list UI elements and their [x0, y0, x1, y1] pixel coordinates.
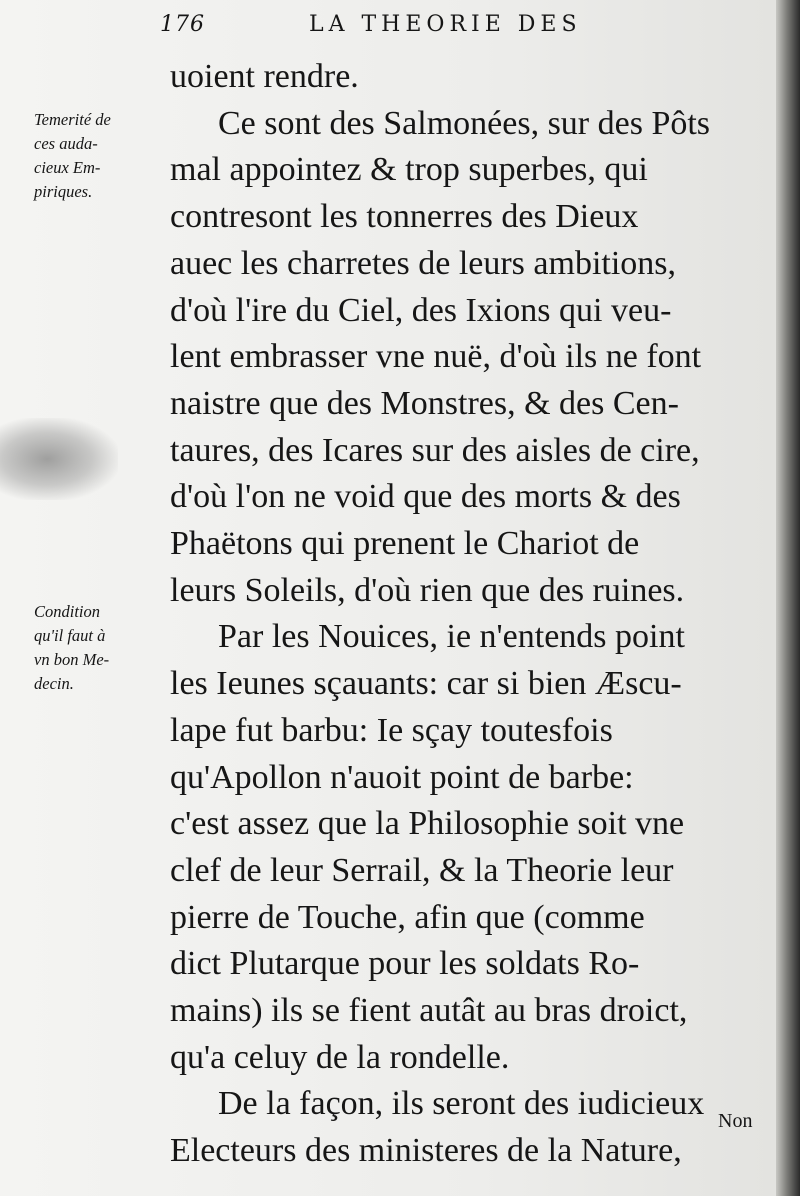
- page-number: 176: [160, 12, 205, 37]
- catchword: Non: [718, 1110, 753, 1132]
- text-line: auec les charretes de leurs ambitions,: [170, 244, 677, 282]
- text-line: Electeurs des ministeres de la Nature,: [170, 1132, 682, 1170]
- text-line: c'est assez que la Philosophie soit vne: [170, 805, 685, 843]
- running-title: LA THEORIE DES: [309, 12, 582, 37]
- text-line: pierre de Touche, afin que (comme: [170, 898, 645, 936]
- text-line: mains) ils se fient autât au bras droict,: [170, 992, 688, 1030]
- text-line: lent embrasser vne nuë, d'où ils ne font: [170, 338, 702, 376]
- paragraph-start-line: De la façon, ils seront des iudicieux: [218, 1085, 705, 1123]
- text-line: clef de leur Serrail, & la Theorie leur: [170, 851, 674, 889]
- margin-note-line: Temerité de: [34, 110, 111, 129]
- margin-note-line: piriques.: [34, 182, 93, 201]
- margin-note-line: cieux Em-: [34, 158, 101, 177]
- margin-note-condition: [34, 600, 109, 696]
- text-line: uoient rendre.: [170, 58, 359, 95]
- margin-note-line: Condition: [34, 602, 101, 621]
- margin-note-line: decin.: [34, 674, 74, 693]
- text-line: dict Plutarque pour les soldats Ro-: [170, 945, 640, 983]
- margin-note-line: vn bon Me-: [34, 650, 110, 669]
- margin-note-temerite: [34, 108, 111, 204]
- text-line: naistre que des Monstres, & des Cen-: [170, 384, 679, 422]
- body-text: [170, 54, 768, 1175]
- text-line: taures, des Icares sur des aisles de cire,: [170, 431, 700, 469]
- text-line: mal appointez & trop superbes, qui: [170, 151, 648, 189]
- text-line: leurs Soleils, d'où rien que des ruines.: [170, 571, 685, 609]
- page-stain: [0, 418, 118, 500]
- text-line: les Ieunes sçauants: car si bien Æscu-: [170, 665, 682, 703]
- text-line: qu'Apollon n'auoit point de barbe:: [170, 758, 634, 796]
- paragraph-start-line: Par les Nouices, ie n'entends point: [218, 618, 685, 656]
- text-line: lape fut barbu: Ie sçay toutesfois: [170, 711, 613, 749]
- text-line: qu'a celuy de la rondelle.: [170, 1038, 510, 1076]
- page-edge-shadow: [776, 0, 800, 1196]
- text-line: d'où l'ire du Ciel, des Ixions qui veu-: [170, 291, 672, 329]
- text-line: d'où l'on ne void que des morts & des: [170, 478, 681, 516]
- text-line: Phaëtons qui prenent le Chariot de: [170, 525, 640, 563]
- margin-note-line: qu'il faut à: [34, 626, 106, 645]
- page-header: [160, 12, 582, 37]
- text-line: contresont les tonnerres des Dieux: [170, 198, 639, 236]
- paragraph-start-line: Ce sont des Salmonées, sur des Pôts: [218, 104, 711, 142]
- margin-note-line: ces auda-: [34, 134, 98, 153]
